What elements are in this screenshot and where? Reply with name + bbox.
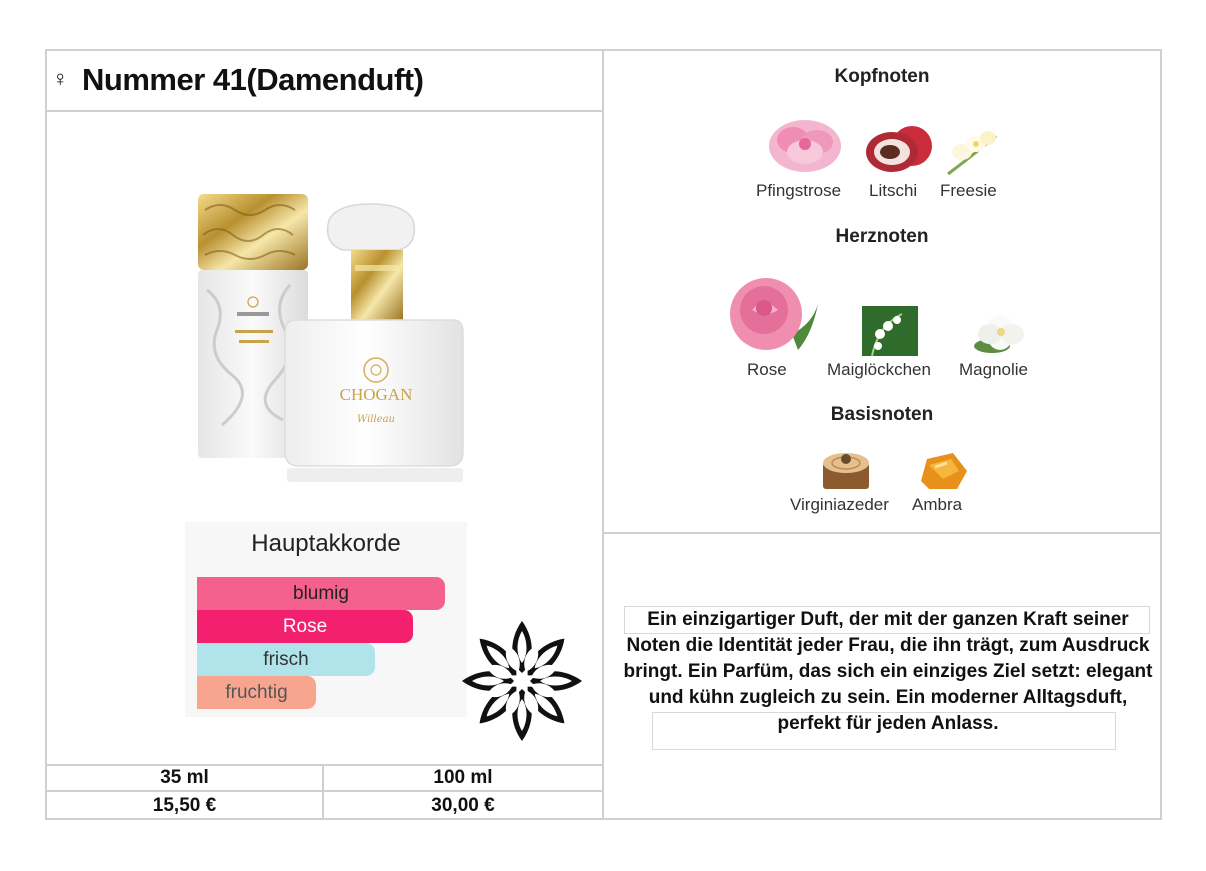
note-label-virginiazeder: Virginiazeder [790, 495, 889, 514]
note-label-ambra: Ambra [912, 495, 963, 514]
price-mid-divider [45, 790, 603, 792]
accord-bar: fruchtig [197, 676, 316, 709]
accord-bar: frisch [197, 643, 375, 676]
description-text: Ein einzigartiger Duft, der mit der ganzen Kraft seiner Noten die Identität jeder Frau, die ihn trägt, zum Ausdruck bringt. Ein Parfüm, das sich ein einziges Ziel setzt: elegant und kühn zugleich zu sein. Ein moderner Alltagsduft, perfekt für jeden Anlass. [623, 609, 1153, 734]
lily-of-the-valley-icon [862, 306, 918, 356]
amber-icon [917, 451, 969, 491]
fragrance-number: 41 [212, 62, 247, 97]
accord-bar: blumig [197, 577, 445, 610]
bottle-brand-text: CHOGAN [339, 385, 413, 404]
price-top-divider [45, 764, 603, 766]
note-label-rose: Rose [747, 360, 787, 379]
notes-divider [603, 532, 1162, 534]
female-symbol-icon: ♀ [52, 66, 68, 91]
column-divider [602, 49, 604, 820]
top-notes-title: Kopfnoten [834, 66, 930, 87]
title-suffix: (Damenduft) [246, 62, 424, 97]
price-header-100ml: 100 ml [433, 767, 493, 788]
heart-notes-title: Herznoten [835, 226, 929, 247]
cedarwood-icon [819, 447, 873, 493]
main-accords-panel [185, 522, 467, 717]
note-label-magnolie: Magnolie [959, 360, 1028, 379]
bottle-line-text: Willeau [356, 414, 396, 425]
peony-icon [765, 112, 845, 176]
freesia-icon [944, 126, 1000, 178]
accords-title: Hauptakkorde [251, 530, 401, 557]
price-value-35ml: 15,50 € [152, 795, 217, 816]
page-title [52, 62, 423, 98]
note-label-litschi: Litschi [869, 181, 918, 200]
title-prefix: Nummer [82, 62, 205, 97]
lychee-icon [864, 122, 934, 174]
magnolia-icon [972, 310, 1028, 356]
perfume-product-image [195, 190, 470, 490]
rose-icon [722, 274, 820, 356]
note-label-freesie: Freesie [940, 181, 997, 200]
mandala-logo-icon [458, 617, 586, 745]
price-value-100ml: 30,00 € [431, 795, 495, 816]
base-notes-title: Basisnoten [830, 404, 934, 425]
price-header-35ml: 35 ml [160, 767, 209, 788]
accord-bar: Rose [197, 610, 413, 643]
bottle-stopper [328, 204, 415, 250]
header-divider [45, 110, 603, 112]
note-label-pfingstrose: Pfingstrose [756, 181, 842, 200]
note-label-maigloeckchen: Maiglöckchen [827, 360, 931, 379]
